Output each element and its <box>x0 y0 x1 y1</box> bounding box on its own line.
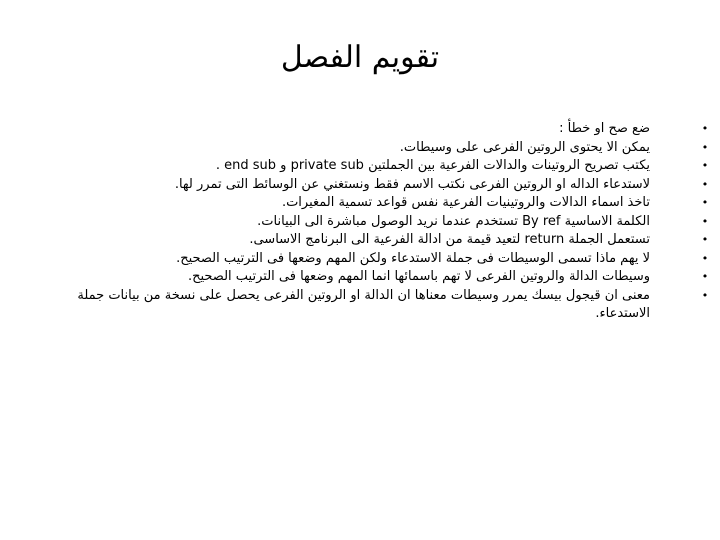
list-item-text: الكلمة الاساسية By ref تستخدم عندما نريد الوصول مباشرة الى البيانات. <box>257 213 650 229</box>
bullet-dot-icon: • <box>701 196 709 209</box>
list-item <box>30 194 709 213</box>
list-item-text: وسيطات الدالة والروتين الفرعى لا تهم باسمائها انما المهم وضعها فى الترتيب الصحيح. <box>187 269 650 284</box>
list-item-text: يكتب تصريح الروتينات والدالات الفرعية بين الجملتين private sub و end sub . <box>215 158 650 173</box>
bullet-dot-icon: • <box>701 251 709 265</box>
list-item <box>30 176 709 195</box>
bullet-dot-icon: • <box>701 177 709 191</box>
bullet-dot-icon: • <box>701 270 709 283</box>
bullet-dot-icon: • <box>701 122 709 135</box>
list-item-text: تاخذ اسماء الدالات والروتينيات الفرعية نفس قواعد تسمية المغيرات. <box>281 195 650 210</box>
list-item <box>30 250 709 269</box>
list-item-text: معنى ان قيجول بيسك يمرر وسيطات معناها ان الدالة او الروتين الفرعى يحصل على نسخة من بيانات جملة الاستدعاء. <box>77 287 650 321</box>
list-item-text: تستعمل الجملة return لتعيد قيمة من ادالة الفرعية الى البرنامج الاساسى. <box>249 232 650 247</box>
list-item <box>30 287 709 324</box>
list-item <box>30 120 709 139</box>
bullet-dot-icon: • <box>701 288 709 302</box>
list-item-text: يمكن الا يحتوى الروتين الفرعى على وسيطات. <box>399 139 650 155</box>
list-item <box>30 157 709 176</box>
list-item <box>30 213 709 232</box>
bullet-dot-icon: • <box>701 159 709 172</box>
bullet-dot-icon: • <box>701 140 709 154</box>
list-item <box>30 231 709 250</box>
bullet-dot-icon: • <box>701 214 709 228</box>
list-item-text: ضع صح او خطأ : <box>559 121 650 136</box>
bullet-list <box>30 120 710 324</box>
list-item <box>30 268 709 287</box>
list-item-text: لا يهم ماذا تسمى الوسيطات فى جملة الاستدعاء ولكن المهم وضعها فى الترتيب الصحيح. <box>176 250 650 266</box>
slide-title: تقويم الفصل <box>280 40 440 75</box>
bullet-dot-icon: • <box>701 233 709 246</box>
list-item <box>30 139 709 158</box>
list-item-text: لاستدعاء الداله او الروتين الفرعى نكتب الاسم فقط ونستغني عن الوسائط التى تمرر لها. <box>174 176 650 192</box>
